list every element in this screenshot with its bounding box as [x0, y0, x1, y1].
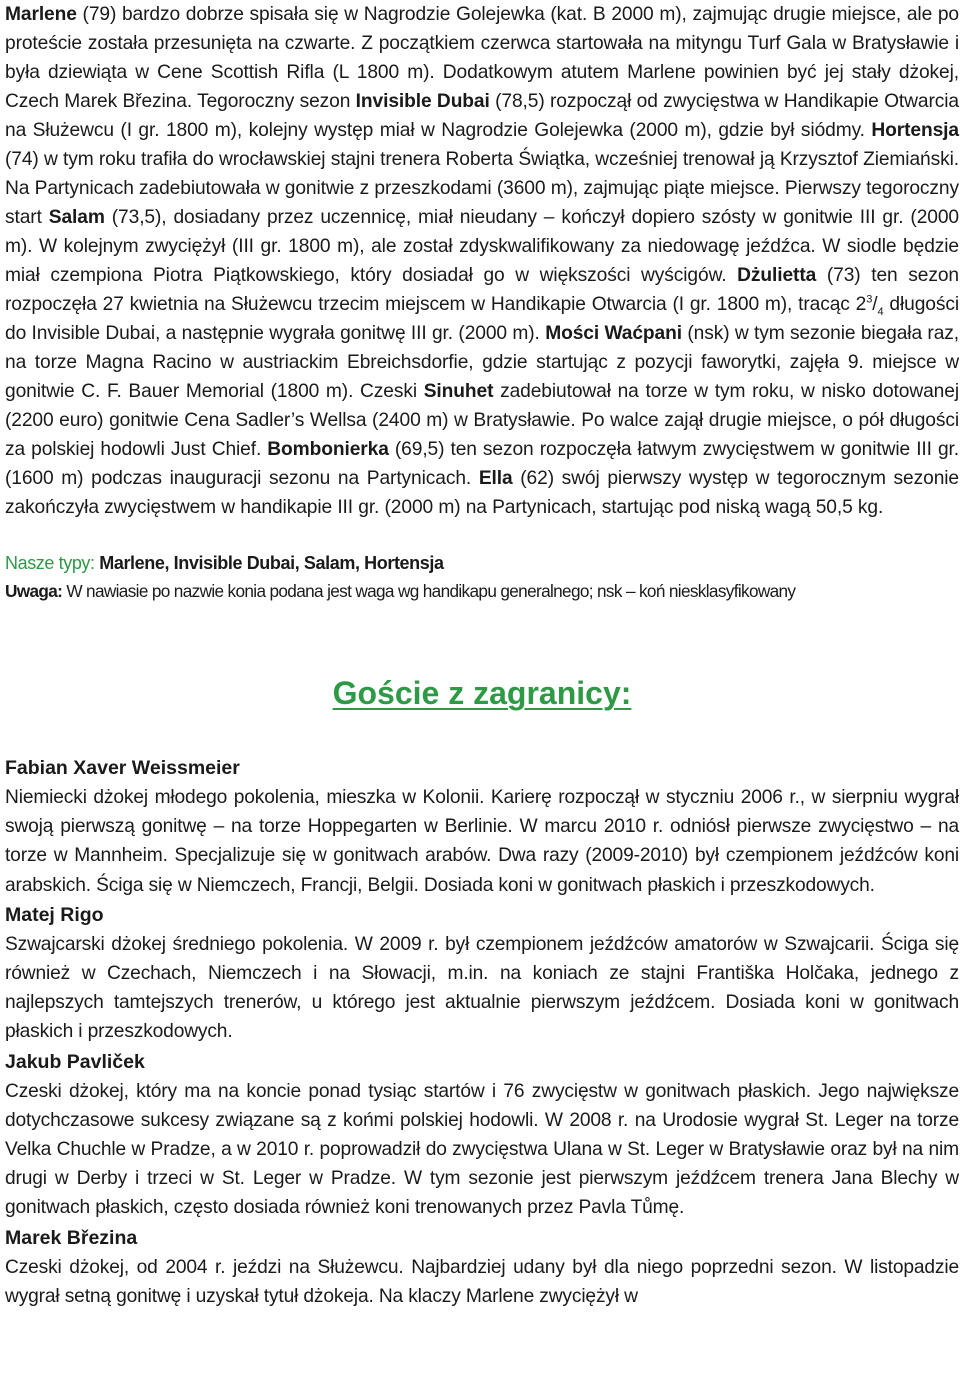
horse-name-salam: Salam	[48, 207, 105, 228]
guest-name: Marek Březina	[5, 1226, 138, 1249]
fraction-slash: /	[872, 294, 878, 315]
guest-bio: Czeski dżokej, który ma na koncie ponad tysiąc startów i 76 zwycięstw w gonitwach płaskich. Jego największe dotychczasowe sukcesy związane są z końmi polskiej hodowli. W 2008 r. na Urodosie wygrał St. Leger na torze Velka Chuchle w Pradze, a w 2010 r. poprowadził do zwycięstwa Ulana w St. Leger w Bratysławie oraz był na nim drugi w Derby i trzeci w St. Leger w Pradze. W tym sezonie jest pierwszym jeźdźcem trenera Jana Blechy w gonitwach płaskich, często dosiada również koni trenowanych przez Pavla Tůmę.	[5, 1080, 959, 1219]
horse-name-ella: Ella	[478, 468, 513, 489]
guest-entry	[5, 900, 959, 1047]
intro-text-2: (78,5) rozpoczął od zwycięstwa w Handikapie Otwarcia na Służewcu (I gr. 1800 m), kolejny występ miał w Nagrodzie Golejewka (2000 m), gdzie był siódmy.	[5, 91, 959, 141]
guest-entry	[5, 753, 959, 900]
guest-name: Matej Rigo	[5, 903, 104, 926]
our-picks-line	[5, 549, 959, 577]
note-text: W nawiasie po nazwie konia podana jest waga wg handikapu generalnego; nsk – koń niesklasyfikowany	[62, 581, 796, 601]
horse-name-mosci-wacpani: Mości Waćpani	[545, 323, 682, 344]
guest-list	[5, 753, 959, 1311]
our-picks-value: Marlene, Invisible Dubai, Salam, Hortensja	[99, 553, 444, 573]
intro-text-5b: długości do Invisible Dubai, a następnie wygrała gonitwę III gr. (2000 m).	[5, 294, 959, 344]
intro-text-5a: (73) ten sezon rozpoczęła 27 kwietnia na Służewcu trzecim miejscem w Handikapie Otwarcia (I gr. 1800 m), tracąc 2	[5, 265, 959, 315]
guest-bio: Niemiecki dżokej młodego pokolenia, mieszka w Kolonii. Karierę rozpoczął w styczniu 2006 r., w sierpniu wygrał swoją pierwszą gonitwę – na torze Hoppegarten w Berlinie. W marcu 2010 r. odniósł pierwsze zwycięstwo – na torze w Mannheim. Specjalizuje się w gonitwach arabów. Dwa razy (2009-2010) był czempionem jeźdźców koni arabskich. Ściga się w Niemczech, Francji, Belgii. Dosiada koni w gonitwach płaskich i przeszkodowych.	[5, 787, 959, 896]
fraction-numerator: 3	[866, 293, 873, 306]
note-label: Uwaga:	[5, 581, 63, 601]
intro-text-1: (79) bardzo dobrze spisała się w Nagrodzie Golejewka (kat. B 2000 m), zajmując drugie miejsce, ale po proteście została przesunięta na czwarte. Z początkiem czerwca startowała na mityngu Turf Gala w Bratysławie i była dziewiąta w Cene Scottish Rifla (L 1800 m). Dodatkowym atutem Marlene powinien być jej stały dżokej, Czech Marek Březina. Tegoroczny sezon	[5, 4, 959, 112]
intro-paragraph	[5, 0, 959, 522]
section-title-text: Goście z zagranicy:	[332, 675, 632, 711]
intro-text-3: (74) w tym roku trafiła do wrocławskiej stajni trenera Roberta Świątka, wcześniej trenował ją Krzysztof Ziemiański. Na Partynicach zadebiutowała w gonitwie z przeszkodami (3600 m), zajmując piąte miejsce. Pierwszy tegoroczny start	[5, 149, 959, 228]
intro-text-9: (62) swój pierwszy występ w tegorocznym sezonie zakończyła zwycięstwem w handikapie III gr. (2000 m) na Partynicach, startując pod niską wagą 50,5 kg.	[5, 468, 959, 518]
intro-text-7: zadebiutował na torze w tym roku, w nisko dotowanej (2200 euro) gonitwie Cena Sadler’s Wellsa (2400 m) w Bratysławie. Po walce zajął drugie miejsce, o pół długości za polskiej hodowli Just Chief.	[5, 381, 959, 460]
guest-bio: Szwajcarski dżokej średniego pokolenia. W 2009 r. był czempionem jeźdźców amatorów w Szwajcarii. Ściga się również w Czechach, Niemczech i na Słowacji, m.in. na koniach ze stajni Františka Holčaka, jednego z najlepszych tamtejszych trenerów, u którego jest aktualnie pierwszym jeźdźcem. Dosiada koni w gonitwach płaskich i przeszkodowych.	[5, 933, 959, 1043]
fraction-denominator: 4	[877, 305, 884, 318]
section-title	[5, 673, 959, 713]
guest-entry	[5, 1047, 959, 1223]
guest-name: Jakub Pavliček	[5, 1050, 145, 1073]
document-page	[5, 0, 959, 1311]
guest-entry	[5, 1223, 959, 1311]
intro-text-4: (73,5), dosiadany przez uczennicę, miał nieudany – kończył dopiero szósty w gonitwie III gr. (2000 m). W kolejnym zwyciężył (III gr. 1800 m), ale został zdyskwalifikowany za niedowagę jeźdźca. W siodle będzie miał czempiona Piotra Piątkowskiego, który dosiadał go w większości wyścigów.	[5, 207, 959, 286]
horse-name-bombonierka: Bombonierka	[267, 439, 389, 460]
intro-text-8: (69,5) ten sezon rozpoczęła łatwym zwycięstwem w gonitwie III gr. (1600 m) podczas inauguracji sezonu na Partynicach.	[5, 439, 959, 489]
guest-bio: Czeski dżokej, od 2004 r. jeździ na Służewcu. Najbardziej udany był dla niego poprzedni sezon. W listopadzie wygrał setną gonitwę i uzyskał tytuł dżokeja. Na klaczy Marlene zwyciężył w	[5, 1256, 959, 1307]
horse-name-sinuhet: Sinuhet	[423, 381, 494, 402]
horse-name-dzulietta: Dżulietta	[737, 265, 817, 286]
horse-name-marlene: Marlene	[5, 4, 77, 25]
our-picks-label: Nasze typy:	[5, 553, 95, 573]
intro-text-6: (nsk) w tym sezonie biegała raz, na torze Magna Racino w austriackim Ebreichsdorfie, gdzie startując z pozycji faworytki, zajęła 9. miejsce w gonitwie C. F. Bauer Memorial (1800 m). Czeski	[5, 323, 960, 402]
horse-name-hortensja: Hortensja	[871, 120, 959, 141]
horse-name-invisible-dubai: Invisible Dubai	[355, 91, 490, 112]
note-line	[5, 577, 959, 605]
guest-name: Fabian Xaver Weissmeier	[5, 757, 240, 779]
